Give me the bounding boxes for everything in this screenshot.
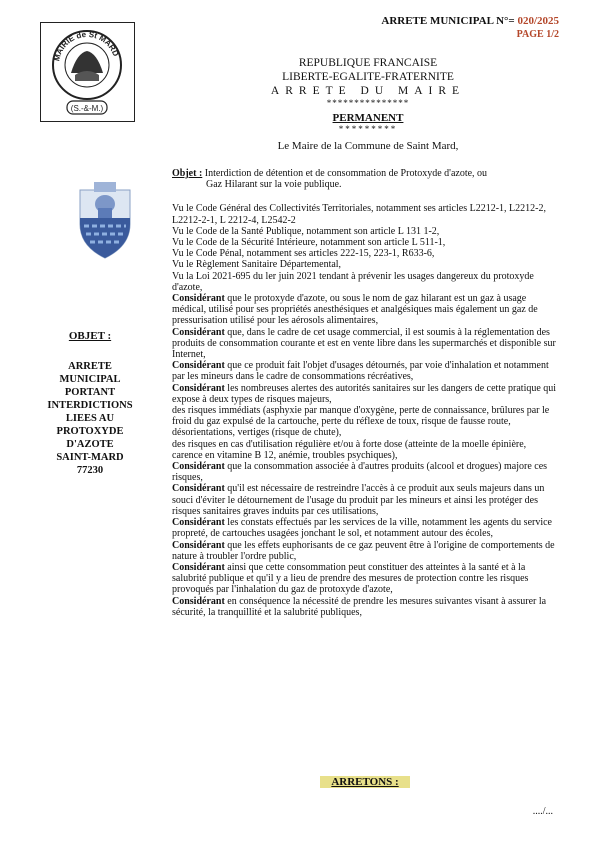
considerant-label: Considérant — [172, 561, 225, 573]
republic-line-1: REPUBLIQUE FRANCAISE — [298, 57, 438, 69]
paragraph-text: que les effets euphorisants de ce gaz peuvent être à l'origine de comportements de nature à troubler l'ordre public, — [172, 539, 555, 562]
page-number: PAGE 1/2 — [516, 29, 559, 40]
body-paragraph — [172, 248, 557, 259]
objet-label: Objet : — [172, 168, 203, 179]
body-paragraph — [172, 517, 557, 539]
republic-line-3: ARRETE DU MAIRE — [270, 85, 466, 97]
arrete-prefix: ARRETE MUNICIPAL N°= — [381, 15, 518, 27]
body-paragraph — [172, 596, 557, 618]
considerant-label: Considérant — [172, 461, 225, 473]
mairie-stamp-box — [40, 22, 135, 122]
objet-text-1: Interdiction de détention et de consommation de Protoxyde d'azote, ou — [204, 168, 488, 179]
maire-intro: Le Maire de la Commune de Saint Mard, — [277, 140, 459, 152]
body-paragraph — [172, 226, 557, 237]
paragraph-text: des risques en cas d'utilisation régulière et/ou à forte dose (atteinte de la moelle épinière, carence en vitamine B 12, anémie, troubles psychiques), — [172, 438, 527, 461]
mairie-seal-icon — [41, 23, 133, 120]
left-line: D'AZOTE — [66, 439, 114, 450]
body-paragraph — [172, 405, 557, 439]
coat-of-arms-icon — [76, 180, 134, 260]
considerant-label: Considérant — [172, 595, 225, 607]
permanent-stars: ********* — [338, 124, 398, 134]
considerant-label: Considérant — [172, 326, 225, 338]
left-line: ARRETE — [68, 361, 112, 372]
paragraph-text: Vu la Loi 2021-695 du ler juin 2021 tendant à prévenir les usages dangereux du protoxyde d'azote, — [172, 270, 534, 293]
left-line: LIEES AU — [65, 413, 115, 424]
paragraph-text: Vu le Règlement Sanitaire Départemental, — [172, 259, 342, 271]
body-paragraph — [172, 439, 557, 461]
permanent-label: PERMANENT — [332, 112, 404, 124]
arrete-number: 020/2025 — [517, 15, 559, 27]
paragraph-list — [172, 203, 557, 618]
paragraph-text: que ce produit fait l'objet d'usages détournés, par voie d'inhalation et notamment par les mineurs dans le cadre de consommations récréatives, — [172, 360, 549, 383]
considerant-label: Considérant — [172, 360, 225, 372]
body-paragraph — [172, 293, 557, 327]
arrete-number-header — [381, 14, 559, 28]
paragraph-text: Vu le Code de la Santé Publique, notamment son article L 131 1-2, — [172, 225, 440, 237]
paragraph-text: que, dans le cadre de cet usage commercial, il est soumis à la réglementation des produits de consommation courante et est en vente libre dans les supermarchés et disponible sur Internet, — [172, 326, 556, 361]
body-paragraph — [172, 461, 557, 483]
paragraph-text: Vu le Code Général des Collectivités Territoriales, notamment ses articles L2212-1, L2212-2, L2212-2-1, L 2212-4, L2542-2 — [172, 203, 546, 226]
seal-circle-text: MAIRIE de St MARD — [52, 29, 121, 62]
paragraph-text: Vu le Code Pénal, notamment ses articles 222-15, 223-1, R633-6, — [172, 248, 435, 260]
paragraph-text: que la consommation associée à d'autres produits (alcool et drogues) majore ces risques, — [172, 461, 548, 484]
main-body — [172, 168, 557, 618]
objet-text-2: Gaz Hilarant sur la voie publique. — [206, 179, 342, 191]
considerant-label: Considérant — [172, 539, 225, 551]
body-paragraph — [172, 271, 557, 293]
paragraph-text: qu'il est nécessaire de restreindre l'accès à ce produit aux seuls majeurs dans un souci d'éviter le détournement de l'usage du produit par les mineurs et ainsi les protéger des risques sanitaires graves induits par ces utilisations, — [172, 483, 545, 517]
considerant-label: Considérant — [172, 517, 225, 529]
considerant-label: Considérant — [172, 382, 225, 394]
left-column-title — [40, 360, 140, 477]
paragraph-text: les constats effectués par les services de la ville, notamment les agents du service propreté, de cartouches usagées jonchant le sol, et notamment autour des écoles, — [172, 517, 552, 540]
body-paragraph — [172, 360, 557, 382]
paragraph-text: ainsi que cette consommation peut constituer des atteintes à la santé et à la salubrité publique et qu'il y a lieu de prendre des mesures de protection contre les risques provoqués par l'inhalation du gaz de protoxyde d'azote, — [172, 561, 529, 596]
considerant-label: Considérant — [172, 293, 225, 305]
seal-dept: (S.-&-M.) — [70, 104, 104, 113]
left-line: SAINT-MARD — [56, 452, 124, 463]
body-paragraph — [172, 237, 557, 248]
continuation-mark: ..../... — [532, 806, 553, 817]
paragraph-text: que le protoxyde d'azote, ou sous le nom de gaz hilarant est un gaz à usage médical, utilisé pour ses propriétés anesthésiques et analgésiques mais également un gaz de pressurisation utilisé pour les aérosols alimentaires, — [172, 293, 538, 327]
coat-of-arms — [76, 180, 134, 265]
body-paragraph — [172, 483, 557, 517]
considerant-label: Considérant — [172, 483, 225, 495]
paragraph-text: les nombreuses alertes des autorités sanitaires sur les dangers de cette pratique qui expose à deux types de risques majeurs, — [172, 382, 557, 405]
republic-stars: *************** — [326, 98, 410, 108]
body-paragraph — [172, 203, 557, 225]
paragraph-text: Vu le Code de la Sécurité Intérieure, notamment son article L 511-1, — [172, 237, 446, 249]
left-line: INTERDICTIONS — [47, 400, 133, 411]
body-paragraph — [172, 259, 557, 270]
body-paragraph — [172, 383, 557, 405]
left-line: MUNICIPAL — [59, 374, 121, 385]
left-line: 77230 — [76, 465, 104, 476]
republic-heading — [230, 56, 506, 108]
paragraph-text: en conséquence la nécessité de prendre les mesures suivantes visant à assurer la sécurité, la tranquillité et la salubrité publiques, — [172, 595, 547, 618]
arretons-heading: ARRETONS : — [320, 776, 410, 788]
body-paragraph — [172, 540, 557, 562]
left-line: PORTANT — [64, 387, 116, 398]
objet-paragraph — [172, 168, 557, 190]
left-objet-label: OBJET : — [68, 330, 112, 342]
left-line: PROTOXYDE — [56, 426, 124, 437]
paragraph-text: des risques immédiats (asphyxie par manque d'oxygène, perte de connaissance, brûlures par le froid du gaz expulsé de la cartouche, perte du réflexe de toux, risque de fausse route, désorientations, vertiges (risque de chute), — [172, 405, 550, 439]
body-paragraph — [172, 327, 557, 361]
republic-line-2: LIBERTE-EGALITE-FRATERNITE — [282, 71, 454, 83]
body-paragraph — [172, 562, 557, 596]
